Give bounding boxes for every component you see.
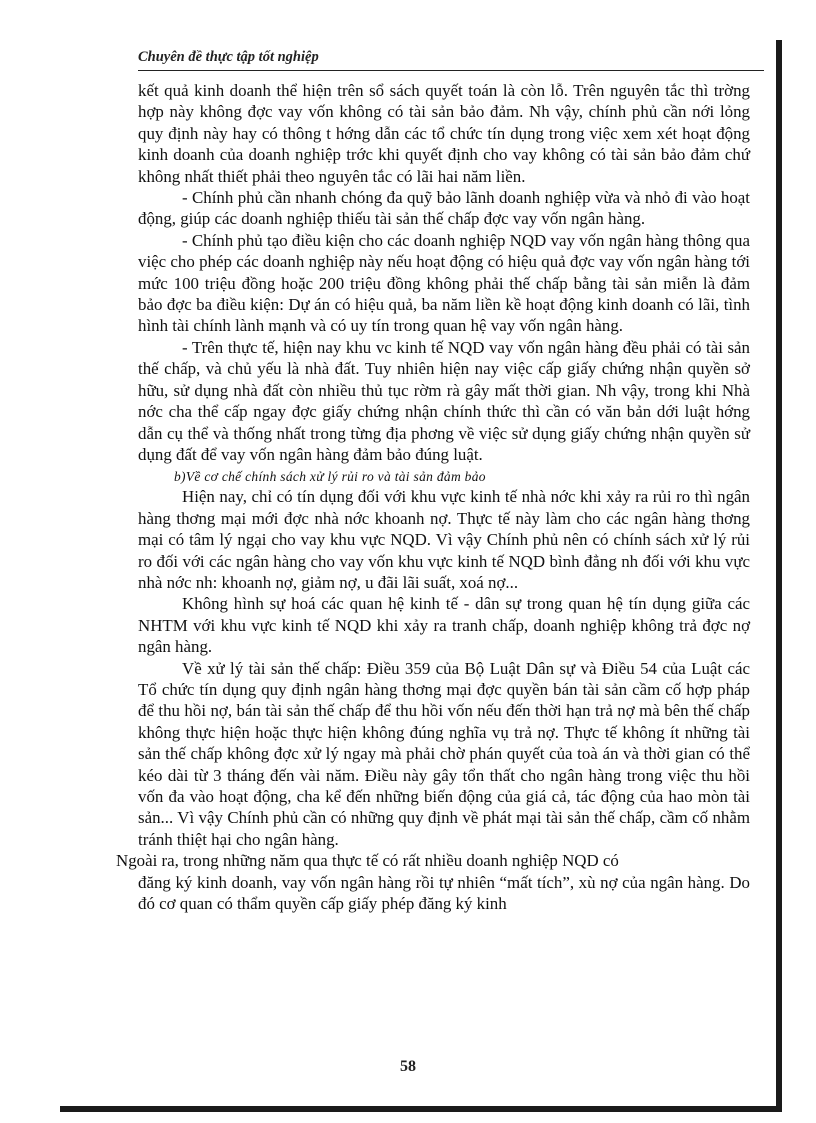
paragraph-unsecured-loans: - Chính phủ tạo điều kiện cho các doanh nghiệp NQD vay vốn ngân hàng thông qua việc cho phép các doanh nghiệp này nếu hoạt động có hiệu quả đợc vay vốn ngân hàng tới mức 100 triệu đồng hoặc 200 triệu đồng không phải thế chấp bằng tài sản miễn là đảm bảo đợc ba điều kiện: Dự án có hiệu quả, ba năm liền kề hoạt động kinh doanh có lãi, tình hình tài chính lành mạnh và có uy tín trong quan hệ vay vốn ngân hàng. xyxy=(138,230,750,336)
header-title: Chuyên đề thực tập tốt nghiệp xyxy=(138,49,319,65)
document-body xyxy=(116,80,750,914)
page-header xyxy=(138,46,764,71)
paragraph-decriminalization: Không hình sự hoá các quan hệ kinh tế - dân sự trong quan hệ tín dụng giữa các NHTM với khu vực kinh tế NQD khi xảy ra tranh chấp, doanh nghiệp không trả đợc nợ ngân hàng. xyxy=(138,594,750,657)
section-subheading: b)Về cơ chế chính sách xử lý rủi ro và tài sản đảm bảo xyxy=(174,469,486,485)
paragraph-guarantee-fund: - Chính phủ cần nhanh chóng đa quỹ bảo lãnh doanh nghiệp vừa và nhỏ đi vào hoạt động, giúp các doanh nghiệp thiếu tài sản thế chấp đợc vay vốn ngân hàng. xyxy=(138,188,750,229)
page-number: 58 xyxy=(400,1058,416,1075)
paragraph-final-first-line: Ngoài ra, trong những năm qua thực tế có rất nhiều doanh nghiệp NQD có xyxy=(116,851,619,871)
paragraph-risk-handling: Hiện nay, chỉ có tín dụng đối với khu vực kinh tế nhà nớc khi xảy ra rủi ro thì ngân hàng thơng mại mới đợc nhà nớc khoanh nợ. Thực tế này làm cho các ngân hàng thơng mại có tâm lý ngại cho vay khu vực NQD. Vì vậy Chính phủ nên có chính sách xử lý rủi ro đối với các ngân hàng cho vay vốn khu vực kinh tế NQD bình đẳng nh đối với khu vực nhà nớc nh: khoanh nợ, giảm nợ, u đãi lãi suất, xoá nợ... xyxy=(138,487,750,592)
paragraph-final-rest: đăng ký kinh doanh, vay vốn ngân hàng rồi tự nhiên “mất tích”, xù nợ của ngân hàng. Do đó cơ quan có thẩm quyền cấp giấy phép đăng ký kinh xyxy=(138,872,750,914)
paragraph-continuation: kết quả kinh doanh thể hiện trên sổ sách quyết toán là còn lỗ. Trên nguyên tắc thì trờng hợp này không đợc vay vốn không có tài sản bảo đảm. Nh vậy, chính phủ cần nới lỏng quy định này hay có thông t hớng dẫn các tổ chức tín dụng trong việc xem xét hoạt động kinh doanh của doanh nghiệp trớc khi quyết định cho vay không có tài sản bảo đảm chứ không nhất thiết phải theo nguyên tắc có lãi hai năm liền. xyxy=(138,81,750,186)
paragraph-collateral-certificates: - Trên thực tế, hiện nay khu vc kinh tế NQD vay vốn ngân hàng đều phải có tài sản thế chấp, và chủ yếu là nhà đất. Tuy nhiên hiện nay việc cấp giấy chứng nhận quyền sở hữu, sử dụng nhà đất còn nhiều thủ tục rờm rà gây mất thời gian. Nh vậy, trong khi Nhà nớc cha thể cấp ngay đợc giấy chứng nhận chính thức thì cần có văn bản dới luật hớng dẫn cụ thể và thống nhất trong từng địa phơng về việc sử dụng giấy chứng nhận quyền sử dụng đất để vay vốn ngân hàng đảm bảo đúng luật. xyxy=(138,337,750,464)
paragraph-collateral-handling: Về xử lý tài sản thế chấp: Điều 359 của Bộ Luật Dân sự và Điều 54 của Luật các Tổ chức tín dụng quy định ngân hàng thơng mại đợc quyền bán tài sản cầm cố hợp pháp để thu hồi nợ, bán tài sản thế chấp để thu hồi vốn nếu đến thời hạn trả nợ mà bên thế chấp không thực hiện hoặc thực hiện không đúng nghĩa vụ trả nợ. Thực tế không ít những tài sản thế chấp không đợc xử lý ngay mà phải chờ phán quyết của toà án và thời gian có thể kéo dài từ 3 tháng đến vài năm. Điều này gây tổn thất cho ngân hàng trong việc thu hồi vốn đa vào hoạt động, cha kể đến những biến động của giá cả, tác động của hao mòn tài sản... Vì vậy Chính phủ cần có những quy định về phát mại tài sản thế chấp, cầm cố nhằm tránh thiệt hại cho ngân hàng. xyxy=(138,658,750,849)
